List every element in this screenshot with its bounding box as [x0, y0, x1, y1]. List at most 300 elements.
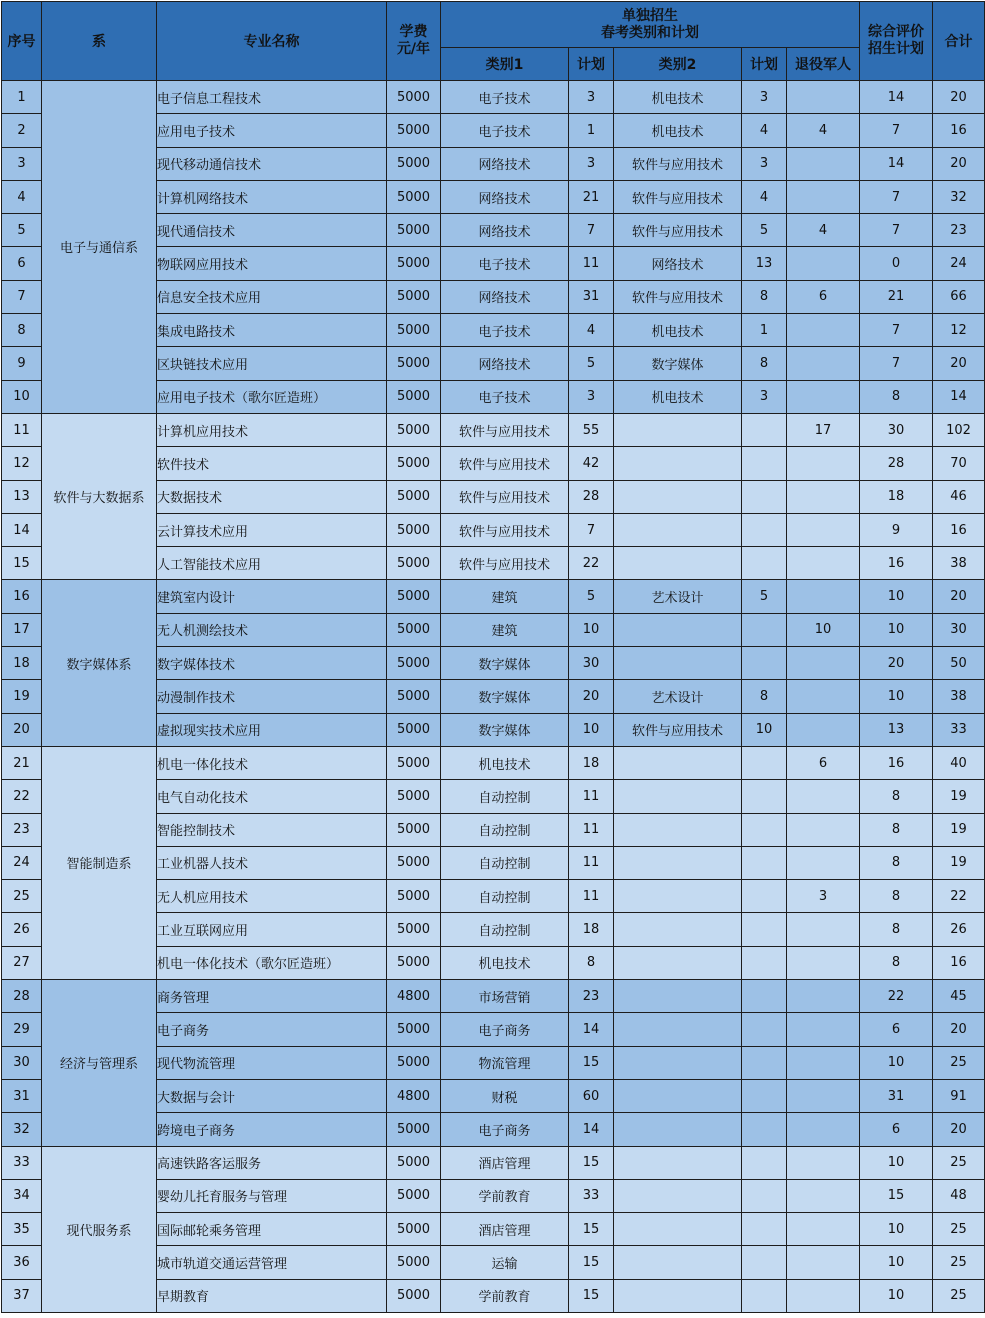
comprehensive-plan: 8 [860, 813, 933, 846]
total-plan: 33 [933, 713, 985, 746]
major-name: 无人机测绘技术 [157, 613, 387, 646]
plan-2 [742, 480, 787, 513]
row-number: 8 [2, 314, 42, 347]
tuition-fee: 5000 [387, 946, 441, 979]
row-number: 21 [2, 746, 42, 779]
plan-2 [742, 913, 787, 946]
plan-2 [742, 1213, 787, 1246]
total-plan: 66 [933, 280, 985, 313]
total-plan: 38 [933, 547, 985, 580]
comprehensive-plan: 16 [860, 547, 933, 580]
comprehensive-plan: 0 [860, 247, 933, 280]
total-plan: 20 [933, 1013, 985, 1046]
comprehensive-plan: 30 [860, 413, 933, 446]
veteran-plan: 10 [787, 613, 860, 646]
plan-2 [742, 746, 787, 779]
plan-1: 21 [569, 180, 614, 213]
header-fee-line1: 学费 [399, 24, 428, 40]
plan-2: 5 [742, 214, 787, 247]
plan-2 [742, 980, 787, 1013]
tuition-fee: 5000 [387, 147, 441, 180]
header-group-line1: 单独招生 [622, 7, 678, 24]
row-number: 18 [2, 647, 42, 680]
plan-2 [742, 1013, 787, 1046]
category-1: 自动控制 [441, 813, 569, 846]
veteran-plan: 4 [787, 214, 860, 247]
header-comp-line2: 招生计划 [868, 41, 925, 57]
tuition-fee: 5000 [387, 580, 441, 613]
department-name: 数字媒体系 [42, 580, 157, 746]
row-number: 29 [2, 1013, 42, 1046]
plan-1: 42 [569, 447, 614, 480]
row-number: 7 [2, 280, 42, 313]
major-name: 集成电路技术 [157, 314, 387, 347]
plan-1: 10 [569, 713, 614, 746]
category-2 [614, 1146, 742, 1179]
row-number: 12 [2, 447, 42, 480]
plan-1: 28 [569, 480, 614, 513]
total-plan: 26 [933, 913, 985, 946]
category-2 [614, 1213, 742, 1246]
comprehensive-plan: 8 [860, 846, 933, 879]
comprehensive-plan: 8 [860, 946, 933, 979]
total-plan: 102 [933, 413, 985, 446]
major-name: 应用电子技术 [157, 114, 387, 147]
comprehensive-plan: 20 [860, 647, 933, 680]
table-row [2, 81, 985, 114]
plan-1: 3 [569, 380, 614, 413]
tuition-fee: 5000 [387, 680, 441, 713]
row-number: 33 [2, 1146, 42, 1179]
plan-2: 4 [742, 180, 787, 213]
table-row [2, 580, 985, 613]
major-name: 虚拟现实技术应用 [157, 713, 387, 746]
plan-2 [742, 1179, 787, 1212]
comprehensive-plan: 10 [860, 680, 933, 713]
plan-1: 7 [569, 513, 614, 546]
department-name: 现代服务系 [42, 1146, 157, 1312]
plan-2 [742, 1079, 787, 1112]
row-number: 37 [2, 1279, 42, 1312]
category-1: 学前教育 [441, 1179, 569, 1212]
category-2 [614, 1279, 742, 1312]
row-number: 36 [2, 1246, 42, 1279]
plan-1: 55 [569, 413, 614, 446]
total-plan: 20 [933, 81, 985, 114]
comprehensive-plan: 31 [860, 1079, 933, 1112]
total-plan: 23 [933, 214, 985, 247]
plan-2: 1 [742, 314, 787, 347]
category-2 [614, 647, 742, 680]
comprehensive-plan: 10 [860, 1246, 933, 1279]
plan-2 [742, 547, 787, 580]
plan-1: 11 [569, 780, 614, 813]
row-number: 35 [2, 1213, 42, 1246]
category-1: 自动控制 [441, 846, 569, 879]
plan-1: 14 [569, 1113, 614, 1146]
plan-1: 30 [569, 647, 614, 680]
row-number: 23 [2, 813, 42, 846]
category-1: 建筑 [441, 613, 569, 646]
department-name: 经济与管理系 [42, 980, 157, 1146]
plan-2: 3 [742, 81, 787, 114]
tuition-fee: 5000 [387, 547, 441, 580]
row-number: 6 [2, 247, 42, 280]
category-1: 数字媒体 [441, 713, 569, 746]
tuition-fee: 5000 [387, 513, 441, 546]
category-1: 软件与应用技术 [441, 447, 569, 480]
comprehensive-plan: 9 [860, 513, 933, 546]
tuition-fee: 5000 [387, 247, 441, 280]
category-1: 财税 [441, 1079, 569, 1112]
plan-1: 11 [569, 247, 614, 280]
header-no: 序号 [2, 2, 42, 81]
total-plan: 20 [933, 347, 985, 380]
veteran-plan [787, 1113, 860, 1146]
category-1: 数字媒体 [441, 680, 569, 713]
total-plan: 16 [933, 946, 985, 979]
category-2: 网络技术 [614, 247, 742, 280]
plan-2 [742, 946, 787, 979]
veteran-plan [787, 180, 860, 213]
veteran-plan [787, 846, 860, 879]
category-1: 运输 [441, 1246, 569, 1279]
row-number: 14 [2, 513, 42, 546]
comprehensive-plan: 13 [860, 713, 933, 746]
category-1: 网络技术 [441, 347, 569, 380]
tuition-fee: 5000 [387, 380, 441, 413]
veteran-plan [787, 780, 860, 813]
plan-2 [742, 880, 787, 913]
plan-1: 33 [569, 1179, 614, 1212]
major-name: 国际邮轮乘务管理 [157, 1213, 387, 1246]
total-plan: 32 [933, 180, 985, 213]
header-veteran: 退役军人 [787, 48, 860, 81]
major-name: 物联网应用技术 [157, 247, 387, 280]
major-name: 人工智能技术应用 [157, 547, 387, 580]
category-1: 电子技术 [441, 114, 569, 147]
major-name: 计算机应用技术 [157, 413, 387, 446]
tuition-fee: 4800 [387, 980, 441, 1013]
plan-2 [742, 846, 787, 879]
plan-2 [742, 1146, 787, 1179]
plan-2: 5 [742, 580, 787, 613]
total-plan: 25 [933, 1279, 985, 1312]
veteran-plan [787, 81, 860, 114]
header-cat1: 类别1 [441, 48, 569, 81]
category-2 [614, 780, 742, 813]
table-body [2, 81, 985, 1313]
tuition-fee: 5000 [387, 1113, 441, 1146]
row-number: 1 [2, 81, 42, 114]
category-1: 电子商务 [441, 1113, 569, 1146]
tuition-fee: 5000 [387, 613, 441, 646]
row-number: 9 [2, 347, 42, 380]
tuition-fee: 5000 [387, 214, 441, 247]
major-name: 城市轨道交通运营管理 [157, 1246, 387, 1279]
plan-2: 8 [742, 680, 787, 713]
category-1: 机电技术 [441, 946, 569, 979]
row-number: 5 [2, 214, 42, 247]
header-fee [387, 2, 441, 81]
total-plan: 14 [933, 380, 985, 413]
category-2 [614, 547, 742, 580]
total-plan: 20 [933, 580, 985, 613]
plan-2 [742, 1279, 787, 1312]
row-number: 28 [2, 980, 42, 1013]
category-1: 软件与应用技术 [441, 413, 569, 446]
plan-1: 5 [569, 580, 614, 613]
veteran-plan [787, 147, 860, 180]
category-2 [614, 880, 742, 913]
veteran-plan [787, 480, 860, 513]
row-number: 2 [2, 114, 42, 147]
row-number: 13 [2, 480, 42, 513]
category-2: 机电技术 [614, 81, 742, 114]
category-2 [614, 846, 742, 879]
plan-2 [742, 447, 787, 480]
veteran-plan [787, 713, 860, 746]
major-name: 智能控制技术 [157, 813, 387, 846]
veteran-plan [787, 1179, 860, 1212]
row-number: 30 [2, 1046, 42, 1079]
veteran-plan [787, 813, 860, 846]
plan-2: 3 [742, 147, 787, 180]
comprehensive-plan: 10 [860, 1046, 933, 1079]
major-name: 电气自动化技术 [157, 780, 387, 813]
total-plan: 70 [933, 447, 985, 480]
department-name: 电子与通信系 [42, 81, 157, 414]
category-2 [614, 480, 742, 513]
header-fee-line2: 元/年 [396, 41, 431, 57]
row-number: 19 [2, 680, 42, 713]
tuition-fee: 5000 [387, 1146, 441, 1179]
category-1: 数字媒体 [441, 647, 569, 680]
plan-2 [742, 1046, 787, 1079]
plan-1: 4 [569, 314, 614, 347]
plan-1: 8 [569, 946, 614, 979]
category-2: 软件与应用技术 [614, 147, 742, 180]
category-1: 建筑 [441, 580, 569, 613]
plan-2 [742, 647, 787, 680]
tuition-fee: 5000 [387, 1279, 441, 1312]
major-name: 早期教育 [157, 1279, 387, 1312]
comprehensive-plan: 7 [860, 347, 933, 380]
category-2: 艺术设计 [614, 580, 742, 613]
plan-1: 11 [569, 846, 614, 879]
veteran-plan [787, 1013, 860, 1046]
major-name: 数字媒体技术 [157, 647, 387, 680]
comprehensive-plan: 10 [860, 1279, 933, 1312]
category-2 [614, 1246, 742, 1279]
tuition-fee: 5000 [387, 1213, 441, 1246]
category-1: 电子商务 [441, 1013, 569, 1046]
comprehensive-plan: 7 [860, 114, 933, 147]
plan-1: 15 [569, 1213, 614, 1246]
veteran-plan [787, 980, 860, 1013]
comprehensive-plan: 8 [860, 880, 933, 913]
plan-2: 8 [742, 347, 787, 380]
comprehensive-plan: 6 [860, 1113, 933, 1146]
plan-1: 22 [569, 547, 614, 580]
veteran-plan [787, 547, 860, 580]
major-name: 无人机应用技术 [157, 880, 387, 913]
plan-2 [742, 513, 787, 546]
plan-1: 11 [569, 880, 614, 913]
row-number: 34 [2, 1179, 42, 1212]
category-2 [614, 813, 742, 846]
category-1: 酒店管理 [441, 1146, 569, 1179]
row-number: 11 [2, 413, 42, 446]
plan-1: 3 [569, 147, 614, 180]
comprehensive-plan: 15 [860, 1179, 933, 1212]
category-1: 软件与应用技术 [441, 547, 569, 580]
plan-1: 1 [569, 114, 614, 147]
plan-1: 7 [569, 214, 614, 247]
total-plan: 24 [933, 247, 985, 280]
tuition-fee: 5000 [387, 846, 441, 879]
comprehensive-plan: 14 [860, 147, 933, 180]
category-2 [614, 1046, 742, 1079]
category-1: 电子技术 [441, 380, 569, 413]
category-1: 网络技术 [441, 180, 569, 213]
major-name: 应用电子技术（歌尔匠造班） [157, 380, 387, 413]
plan-2: 8 [742, 280, 787, 313]
plan-1: 23 [569, 980, 614, 1013]
category-1: 自动控制 [441, 880, 569, 913]
tuition-fee: 5000 [387, 746, 441, 779]
total-plan: 48 [933, 1179, 985, 1212]
row-number: 24 [2, 846, 42, 879]
plan-1: 60 [569, 1079, 614, 1112]
plan-1: 31 [569, 280, 614, 313]
veteran-plan [787, 380, 860, 413]
row-number: 15 [2, 547, 42, 580]
plan-2 [742, 813, 787, 846]
tuition-fee: 5000 [387, 780, 441, 813]
veteran-plan: 6 [787, 746, 860, 779]
comprehensive-plan: 8 [860, 913, 933, 946]
major-name: 高速铁路客运服务 [157, 1146, 387, 1179]
total-plan: 38 [933, 680, 985, 713]
row-number: 32 [2, 1113, 42, 1146]
plan-1: 11 [569, 813, 614, 846]
total-plan: 12 [933, 314, 985, 347]
plan-1: 5 [569, 347, 614, 380]
comprehensive-plan: 28 [860, 447, 933, 480]
total-plan: 19 [933, 813, 985, 846]
table-row [2, 746, 985, 779]
comprehensive-plan: 6 [860, 1013, 933, 1046]
category-2 [614, 447, 742, 480]
plan-1: 14 [569, 1013, 614, 1046]
category-1: 网络技术 [441, 280, 569, 313]
header-group-line2: 春考类别和计划 [601, 24, 699, 41]
comprehensive-plan: 10 [860, 1146, 933, 1179]
major-name: 建筑室内设计 [157, 580, 387, 613]
category-2: 艺术设计 [614, 680, 742, 713]
total-plan: 46 [933, 480, 985, 513]
plan-2: 3 [742, 380, 787, 413]
veteran-plan [787, 1079, 860, 1112]
major-name: 现代移动通信技术 [157, 147, 387, 180]
major-name: 大数据技术 [157, 480, 387, 513]
veteran-plan [787, 247, 860, 280]
tuition-fee: 5000 [387, 1046, 441, 1079]
row-number: 4 [2, 180, 42, 213]
total-plan: 16 [933, 114, 985, 147]
comprehensive-plan: 10 [860, 613, 933, 646]
veteran-plan [787, 1046, 860, 1079]
comprehensive-plan: 10 [860, 1213, 933, 1246]
category-1: 软件与应用技术 [441, 480, 569, 513]
plan-1: 18 [569, 913, 614, 946]
category-2 [614, 746, 742, 779]
veteran-plan [787, 513, 860, 546]
total-plan: 19 [933, 846, 985, 879]
total-plan: 20 [933, 1113, 985, 1146]
major-name: 电子商务 [157, 1013, 387, 1046]
tuition-fee: 5000 [387, 81, 441, 114]
comprehensive-plan: 7 [860, 314, 933, 347]
major-name: 区块链技术应用 [157, 347, 387, 380]
category-1: 自动控制 [441, 780, 569, 813]
row-number: 10 [2, 380, 42, 413]
tuition-fee: 5000 [387, 447, 441, 480]
comprehensive-plan: 16 [860, 746, 933, 779]
comprehensive-plan: 8 [860, 380, 933, 413]
veteran-plan [787, 1246, 860, 1279]
total-plan: 91 [933, 1079, 985, 1112]
category-2 [614, 1179, 742, 1212]
total-plan: 20 [933, 147, 985, 180]
major-name: 大数据与会计 [157, 1079, 387, 1112]
veteran-plan [787, 347, 860, 380]
major-name: 计算机网络技术 [157, 180, 387, 213]
tuition-fee: 5000 [387, 1013, 441, 1046]
veteran-plan [787, 580, 860, 613]
tuition-fee: 5000 [387, 813, 441, 846]
plan-1: 20 [569, 680, 614, 713]
category-1: 网络技术 [441, 147, 569, 180]
tuition-fee: 5000 [387, 713, 441, 746]
plan-2 [742, 613, 787, 646]
enrollment-plan-table [1, 1, 985, 1313]
header-dept: 系 [42, 2, 157, 81]
category-2 [614, 1013, 742, 1046]
category-1: 电子技术 [441, 314, 569, 347]
tuition-fee: 5000 [387, 413, 441, 446]
header-major: 专业名称 [157, 2, 387, 81]
table-header [2, 2, 985, 81]
veteran-plan [787, 680, 860, 713]
category-2 [614, 946, 742, 979]
comprehensive-plan: 10 [860, 580, 933, 613]
major-name: 动漫制作技术 [157, 680, 387, 713]
major-name: 商务管理 [157, 980, 387, 1013]
major-name: 现代物流管理 [157, 1046, 387, 1079]
tuition-fee: 5000 [387, 180, 441, 213]
total-plan: 25 [933, 1046, 985, 1079]
category-2 [614, 613, 742, 646]
table-row [2, 413, 985, 446]
category-2: 机电技术 [614, 380, 742, 413]
category-2 [614, 1079, 742, 1112]
category-2 [614, 980, 742, 1013]
category-2 [614, 413, 742, 446]
row-number: 27 [2, 946, 42, 979]
category-1: 电子技术 [441, 81, 569, 114]
